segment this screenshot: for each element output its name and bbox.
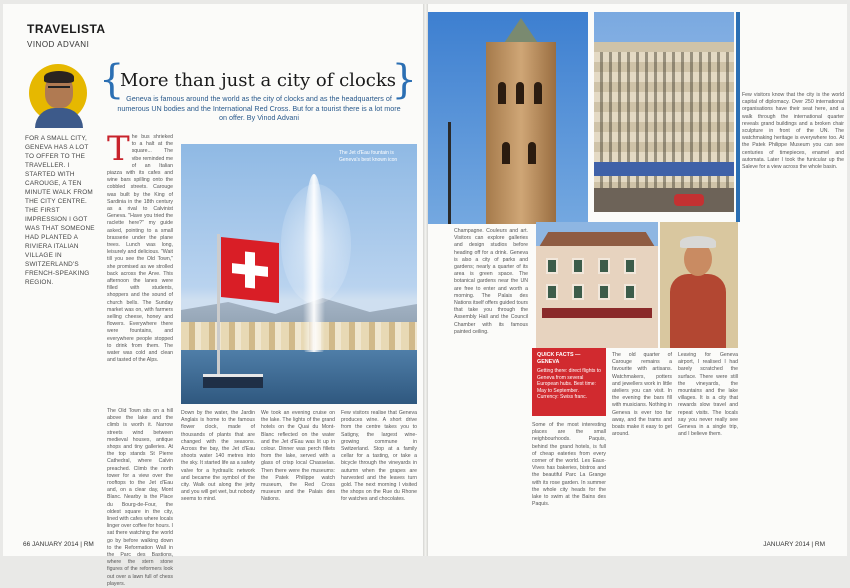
right-body-column-5 (742, 92, 844, 532)
standfirst: Geneva is famous around the world as the city of clocks and as the headquarters of numerous UN bodies and the International Red Cross. But for a tourist there is a lot more on offer. By Vinod Advani (117, 94, 401, 122)
fountain-icon (303, 174, 325, 352)
dropcap: T (107, 129, 130, 169)
jet-deau-photo (181, 144, 417, 404)
headline: More than just a city of clocks (119, 70, 397, 91)
author-byline: VINOD ADVANI (27, 40, 90, 49)
right-body-text-2: Some of the most interesting places are the small neighbourhoods. Paquis, behind the grand hotels, is full of cheap eateries from every corner of the world. Les Eaux-Vives has bakeries, bistros and the beautiful Parc La Grange with its rose garden. In summer the whole city heads for the lake to swim at the Bains des Paquis. (532, 422, 606, 508)
photo-caption: The Jet d'Eau fountain is Geneva's best known icon (339, 150, 398, 163)
body-column-3 (181, 410, 255, 538)
pull-quote: FOR A SMALL CITY, GENEVA HAS A LOT TO OFFER TO THE TRAVELLER. I STARTED WITH CAROUGE, A TEN MINUTE WALK FROM THE CITY CENTRE. THE FIRST IMPRESSION I GOT WAS THAT SOMEONE HAD PLANTED A RIVIERA ITALIAN VILLAGE IN SWITZERLAND'S FRENCH-SPEAKING REGION. (25, 135, 95, 286)
right-brace-icon: } (391, 57, 417, 103)
body-column-2 (107, 408, 173, 587)
cathedral-photo (428, 12, 588, 224)
hotels-photo (594, 12, 734, 212)
author-photo (29, 64, 87, 122)
body-text-5: Few visitors realise that Geneva produces wine. A short drive from the centre takes you to Satigny, the largest wine-growing commune in Switzerland. Stop at a family cellar for a tasting, or take a bicycle through the vineyards in autumn when the grapes are harvested and the leaves turn gold. The next morning I visited the shops on the Rue du Rhone for watches and chocolates. (341, 410, 417, 503)
body-text-1: he bus shrieked to a halt at the square... The vibe reminded me of an Italian piazza with its cafes and wine bars spilling onto the cobbled streets. Carouge was built by the King of Sardinia in the 18th century as a rival to Calvinist Geneva. "Have you tried the raclette here?" my guide asked, pointing to a small brasserie under the plane trees. Lunch was long, leisurely and delicious. "Wait till you see the Old Town," she promised as we strolled back across the Arve. This afternoon the lanes were filled with students, shoppers and the sound of church bells. The Sunday market was on, with farmers selling cheese, honey and flowers. Everywhere there were fountains, and everywhere people stopped to drink from them. The water was cold and clean and tasted of the Alps. (107, 134, 173, 364)
swiss-flag-icon (221, 237, 279, 303)
body-column-4 (261, 410, 335, 538)
info-box-text: Getting there: direct flights to Geneva from several European hubs. Best time: May to September. Currency: Swiss franc. (537, 368, 601, 401)
page-footer-right: JANUARY 2014 | RM (763, 541, 825, 548)
man-photo (660, 222, 738, 348)
right-body-column-4 (678, 352, 738, 532)
body-column-5 (341, 410, 417, 538)
page-footer-left: 66 JANUARY 2014 | RM (23, 541, 94, 548)
accent-bar (736, 12, 740, 222)
right-body-text-4: Leaving for Geneva airport, I realised I had barely scratched the surface. There were still the vineyards, the mountains and the lake villages. It is a city that rewards slow travel and repeat visits. The locals say you never really see Geneva in a single trip, and I believe them. (678, 352, 738, 438)
right-body-column-3 (612, 352, 672, 532)
right-body-column-1 (454, 228, 528, 530)
section-label: TRAVELISTA (27, 22, 106, 36)
body-text-2: The Old Town sits on a hill above the lake and the climb is worth it. Narrow streets wind between medieval houses, antique shops and tiny galleries. At the top stands St Pierre Cathedral, where Calvin preached. Climb the north tower for a view over the rooftops to the Jet d'Eau and, on a clear day, Mont Blanc. Nearby is the Place du Bourg-de-Four, the oldest square in the city, lined with cafes where locals linger over coffee for hours. I sat there watching the world go by before walking down to the Reformation Wall in the Parc des Bastions, where the stern stone figures of the reformers look out over a lawn full of chess players. (107, 408, 173, 587)
right-body-text-5: Few visitors know that the city is the world capital of diplomacy. Over 250 international organisations have their seat here, and a walk through the international quarter reveals grand buildings and a broken chair sculpture in front of the UN. The watchmaking heritage is everywhere too. At the Patek Philippe Museum you can see centuries of timepieces, enamel and automata. Later I took the funicular up the Saleve for a view across the whole basin. (742, 92, 844, 171)
body-text-3: Down by the water, the Jardin Anglais is home to the famous flower clock, made of thousands of plants that are changed with the seasons. Across the bay, the Jet d'Eau shoots water 140 metres into the sky. It started life as a safety valve for a hydraulic network and became the symbol of the city. Walk out along the jetty and you will get wet, but nobody seems to mind. (181, 410, 255, 503)
left-brace-icon: { (99, 57, 125, 103)
right-page (428, 4, 847, 556)
right-body-text-3: The old quarter of Carouge remains a favourite with artisans. Watchmakers, potters and jewellers work in little ateliers you can visit. In the evening the bars fill with musicians. Nothing in Geneva is ever too far away, and the trams and boats make it easy to get around. (612, 352, 672, 438)
info-box (532, 348, 606, 416)
facade-photo (536, 222, 658, 348)
body-text-4: We took an evening cruise on the lake. The lights of the grand hotels on the Quai du Mont-Blanc reflected on the water and the Jet d'Eau was lit up in colour. Dinner was perch fillets from the lake, served with a glass of crisp local Chasselas. Then there were the museums: the Patek Philippe watch museum, the Red Cross museum and the Palais des Nations. (261, 410, 335, 503)
body-column-1 (107, 129, 173, 399)
info-box-title: QUICK FACTS — GENEVA (537, 352, 581, 365)
right-body-column-2 (532, 422, 606, 532)
right-body-text-1: Champagne. Couleurs and art. Visitors can explore galleries and design studios before heading off for a drink. Geneva is also a city of parks and gardens; nearly a quarter of its area is green space. The botanical gardens near the UN are free to enter and worth a morning. The Palais des Nations itself offers guided tours that take you through the Assembly Hall and the Council Chamber with its famous painted ceiling. (454, 228, 529, 335)
left-page (3, 4, 423, 587)
